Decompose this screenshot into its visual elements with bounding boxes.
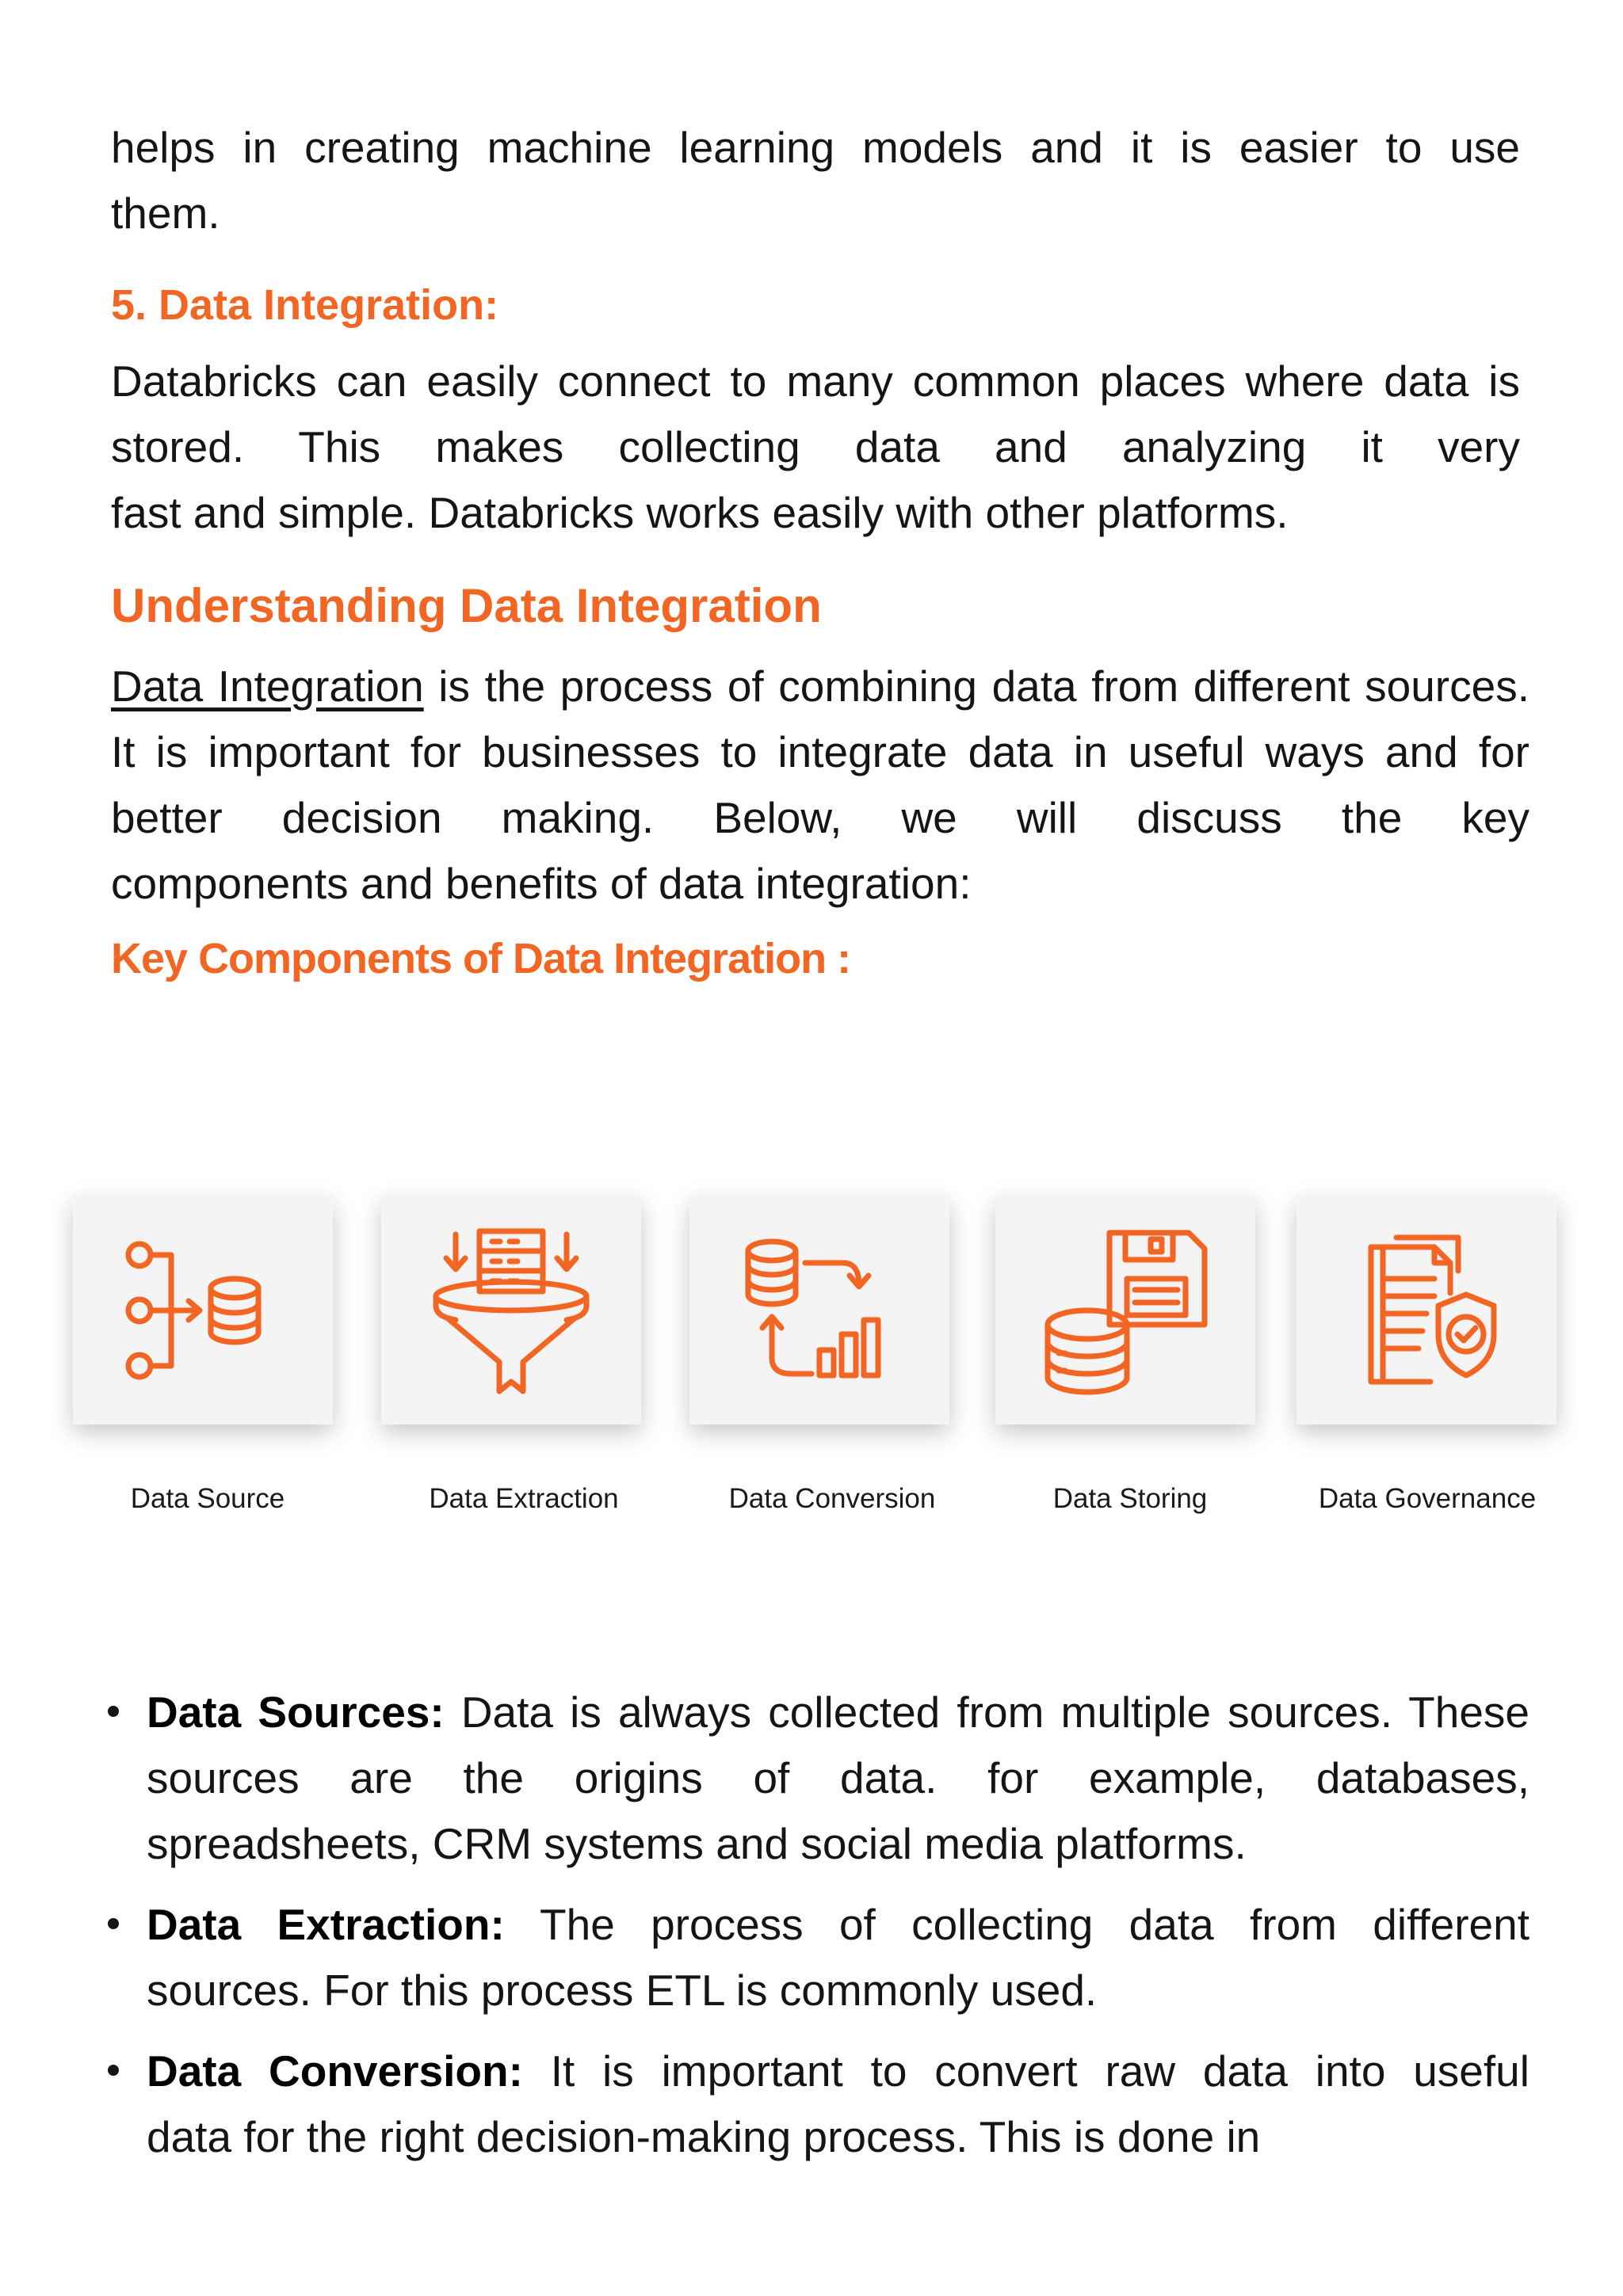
card-data-source: [73, 1196, 333, 1425]
integration-paragraph-last: components and benefits of data integration:: [111, 859, 972, 908]
bullet-data-extraction: [103, 1892, 1529, 2023]
section5-paragraph-last: fast and simple. Databricks works easily with other platforms.: [111, 488, 1289, 537]
bullet-data-sources-last: spreadsheets, CRM systems and social media platforms.: [147, 1819, 1247, 1868]
card-label-data-conversion: Data Conversion: [728, 1483, 936, 1514]
section5-paragraph: [111, 349, 1520, 546]
integration-paragraph-main: [111, 654, 1529, 851]
components-bullet-list: [103, 1680, 1529, 2185]
integration-paragraph-text: is the process of combining data from different sources. It is important for businesses to integrate data in useful ways and for better decision making. Below, we will discuss the key: [111, 662, 1529, 842]
data-integration-link[interactable]: Data Integration: [111, 662, 424, 711]
section5-paragraph-main: Databricks can easily connect to many common places where data is stored. This makes collecting data and analyzing it very: [111, 357, 1520, 471]
bullet-dot: [108, 2065, 119, 2076]
card-label-data-extraction: Data Extraction: [429, 1483, 619, 1514]
card-label-data-source: Data Source: [130, 1483, 285, 1514]
card-data-extraction: [381, 1196, 641, 1425]
card-label-data-governance: Data Governance: [1318, 1483, 1537, 1514]
card-data-governance: [1296, 1196, 1556, 1425]
bullet-dot: [108, 1706, 119, 1717]
card-label-data-storing: Data Storing: [1052, 1483, 1208, 1514]
bullet-term: Data Conversion:: [147, 2046, 523, 2096]
heading-key-components: Key Components of Data Integration :: [111, 935, 851, 982]
bullet-data-conversion-main: [147, 2039, 1529, 2104]
bullet-data-conversion-last: data for the right decision-making process. This is done in: [147, 2112, 1261, 2161]
governance-shield-icon: [1339, 1223, 1514, 1398]
intro-line-2: them.: [111, 189, 220, 238]
bullet-text: It is important to convert raw data into useful: [522, 2046, 1529, 2096]
bullet-data-extraction-last: sources. For this process ETL is commonly used.: [147, 1966, 1098, 2015]
data-source-icon: [116, 1223, 290, 1398]
bullet-data-conversion: [103, 2039, 1529, 2170]
card-data-storing: [995, 1196, 1255, 1425]
continued-paragraph: [111, 115, 1520, 246]
section-heading-data-integration: 5. Data Integration:: [111, 281, 499, 329]
card-data-conversion: [689, 1196, 949, 1425]
bullet-term: Data Sources:: [147, 1688, 445, 1737]
intro-line-1: helps in creating machine learning models and it is easier to use: [111, 123, 1520, 172]
bullet-data-sources: [103, 1680, 1529, 1877]
bullet-text: Data is always collected from multiple sources. These sources are the origins of data. for example, databases,: [147, 1688, 1530, 1802]
bullet-text: The process of collecting data from different: [504, 1900, 1529, 1949]
bullet-data-extraction-main: [147, 1892, 1529, 1958]
storage-icon: [1038, 1223, 1212, 1398]
heading-understanding-data-integration: Understanding Data Integration: [111, 579, 822, 632]
bullet-data-sources-main: [147, 1680, 1529, 1811]
bullet-dot: [108, 1918, 119, 1929]
data-conversion-icon: [732, 1223, 907, 1398]
integration-paragraph: [111, 654, 1529, 917]
bullet-term: Data Extraction:: [147, 1900, 505, 1949]
funnel-icon: [424, 1223, 598, 1398]
